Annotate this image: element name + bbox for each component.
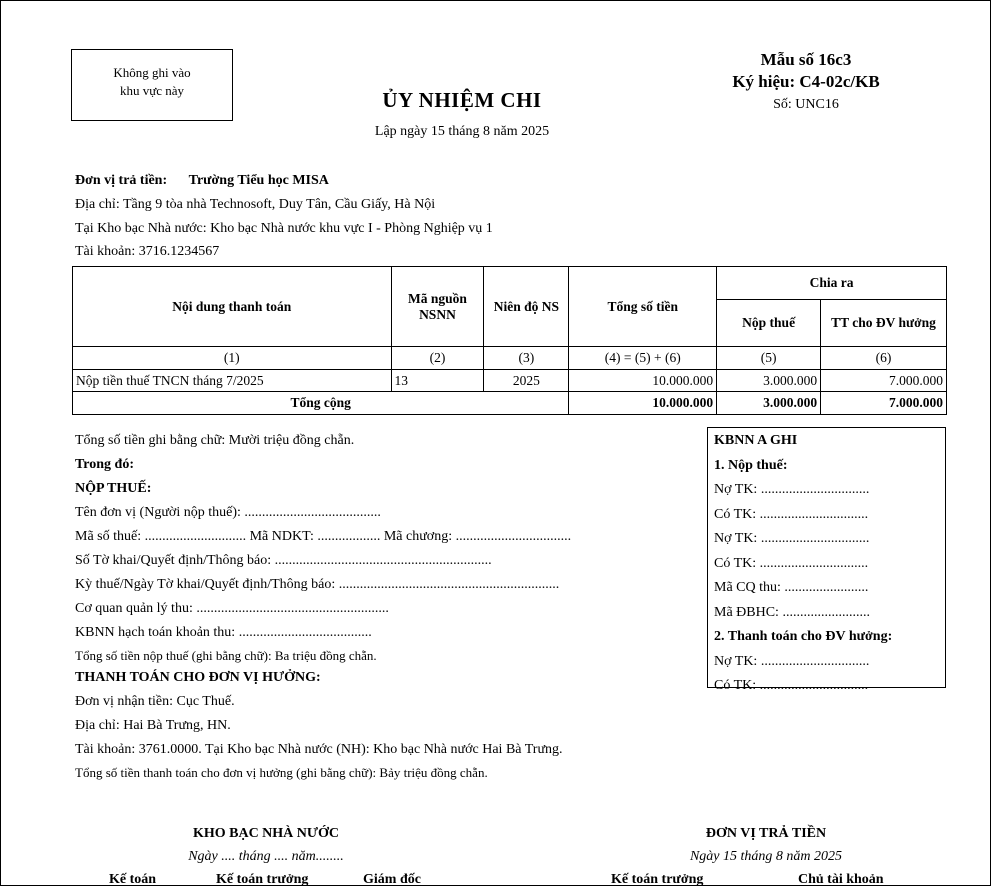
treasury-signature-date: Ngày .... tháng .... năm........ — [188, 849, 344, 864]
kbnn-line: Nợ TK: ............................... — [714, 531, 870, 546]
in-which-label: Trong đó: — [75, 457, 134, 472]
role-account-holder: Chủ tài khoản — [798, 872, 884, 886]
kbnn-revenue-account-field: KBNN hạch toán khoản thu: ...................................... — [75, 625, 372, 640]
amount-in-words: Tổng số tiền ghi bằng chữ: Mười triệu đồng chẵn. — [75, 433, 355, 448]
kbnn-title: KBNN A GHI — [714, 433, 798, 448]
sum-beneficiary: 7.000.000 — [821, 392, 947, 415]
payer-address: Địa chỉ: Tầng 9 tòa nhà Technosoft, Duy Tân, Cầu Giấy, Hà Nội — [75, 197, 436, 212]
kbnn-section-tax: 1. Nộp thuế: — [714, 457, 788, 473]
payer-line — [75, 173, 329, 189]
form-symbol: Ký hiệu: C4-02c/KB — [732, 72, 880, 91]
tax-amount-in-words: Tổng số tiền nộp thuế (ghi bằng chữ): Ba triệu đồng chẵn. — [75, 648, 377, 663]
sum-row — [73, 392, 947, 415]
index-cell: (3) — [484, 347, 569, 370]
kbnn-line: Mã ĐBHC: ......................... — [714, 604, 870, 620]
header-year: Niên độ NS — [484, 267, 569, 347]
row-content: Nộp tiền thuế TNCN tháng 7/2025 — [73, 370, 392, 392]
kbnn-line: Có TK: ............................... — [714, 506, 869, 522]
kbnn-section-beneficiary: 2. Thanh toán cho ĐV hưởng: — [714, 629, 893, 644]
role-director: Giám đốc — [363, 872, 421, 886]
kbnn-line: Có TK: ............................... — [714, 678, 869, 693]
header-split: Chia ra — [717, 267, 947, 300]
header-beneficiary: TT cho ĐV hưởng — [821, 300, 947, 347]
sum-label: Tổng cộng — [73, 392, 569, 415]
row-total: 10.000.000 — [569, 370, 717, 392]
treasury-signature-title: KHO BẠC NHÀ NƯỚC — [192, 826, 340, 841]
header-tax: Nộp thuế — [717, 300, 821, 347]
kbnn-line: Có TK: ............................... — [714, 555, 869, 571]
sum-total: 10.000.000 — [569, 392, 717, 415]
receiver-account: Tài khoản: 3761.0000. Tại Kho bạc Nhà nước (NH): Kho bạc Nhà nước Hai Bà Trưng. — [75, 742, 563, 757]
header-content: Nội dung thanh toán — [73, 267, 392, 347]
header-source: Mã nguồn NSNN — [391, 267, 484, 347]
role-chief-accountant: Kế toán trưởng — [216, 872, 309, 886]
row-source: 13 — [391, 370, 484, 392]
kbnn-line: Mã CQ thu: ........................ — [714, 580, 869, 595]
form-number: Mẫu số 16c3 — [760, 50, 852, 69]
payer-treasury: Tại Kho bạc Nhà nước: Kho bạc Nhà nước khu vực I - Phòng Nghiệp vụ 1 — [75, 221, 493, 236]
declaration-field: Số Tờ khai/Quyết định/Thông báo: .............................................................. — [75, 553, 492, 568]
tax-section-heading: NỘP THUẾ: — [75, 481, 152, 496]
payer-label: Đơn vị trả tiền: — [75, 173, 168, 188]
payer-name: Trường Tiểu học MISA — [188, 173, 329, 188]
row-tax: 3.000.000 — [717, 370, 821, 392]
kbnn-record-box — [707, 427, 946, 693]
payment-table — [72, 266, 947, 415]
kbnn-line: Nợ TK: ............................... — [714, 653, 870, 669]
tax-codes-field: Mã số thuế: ............................. Mã NDKT: .................. Mã chương: ................................. — [75, 529, 572, 544]
reserved-area-line2: khu vực này — [119, 83, 185, 98]
tax-authority-field: Cơ quan quản lý thu: ....................................................... — [75, 601, 389, 616]
role-accountant: Kế toán — [109, 872, 157, 886]
role-payer-chief-accountant: Kế toán trưởng — [611, 872, 704, 886]
tax-period-field: Kỳ thuế/Ngày Tờ khai/Quyết định/Thông báo: ............................................................... — [75, 577, 560, 592]
receiver-address: Địa chỉ: Hai Bà Trưng, HN. — [75, 718, 231, 733]
payer-signature-date: Ngày 15 tháng 8 năm 2025 — [689, 849, 843, 864]
receiver-name: Đơn vị nhận tiền: Cục Thuế. — [75, 694, 235, 709]
index-cell: (1) — [73, 347, 392, 370]
issue-date: Lập ngày 15 tháng 8 năm 2025 — [374, 124, 550, 139]
reserved-area-line1: Không ghi vào — [113, 65, 191, 80]
index-cell: (4) = (5) + (6) — [569, 347, 717, 370]
payer-signature-title: ĐƠN VỊ TRẢ TIỀN — [705, 826, 827, 841]
index-cell: (2) — [391, 347, 484, 370]
document-title: ỦY NHIỆM CHI — [382, 88, 542, 112]
beneficiary-section-heading: THANH TOÁN CHO ĐƠN VỊ HƯỞNG: — [75, 670, 321, 685]
row-beneficiary: 7.000.000 — [821, 370, 947, 392]
document-number: Số: UNC16 — [773, 97, 839, 112]
beneficiary-amount-in-words: Tổng số tiền thanh toán cho đơn vị hưởng (ghi bằng chữ): Bảy triệu đồng chẵn. — [75, 765, 488, 780]
kbnn-line: Nợ TK: ............................... — [714, 482, 870, 497]
header-total: Tổng số tiền — [569, 267, 717, 347]
sum-tax: 3.000.000 — [717, 392, 821, 415]
taxpayer-name-field: Tên đơn vị (Người nộp thuế): ....................................... — [75, 505, 381, 520]
index-cell: (6) — [821, 347, 947, 370]
table-row — [73, 370, 947, 392]
payer-account: Tài khoản: 3716.1234567 — [75, 244, 220, 259]
row-year: 2025 — [484, 370, 569, 392]
index-cell: (5) — [717, 347, 821, 370]
